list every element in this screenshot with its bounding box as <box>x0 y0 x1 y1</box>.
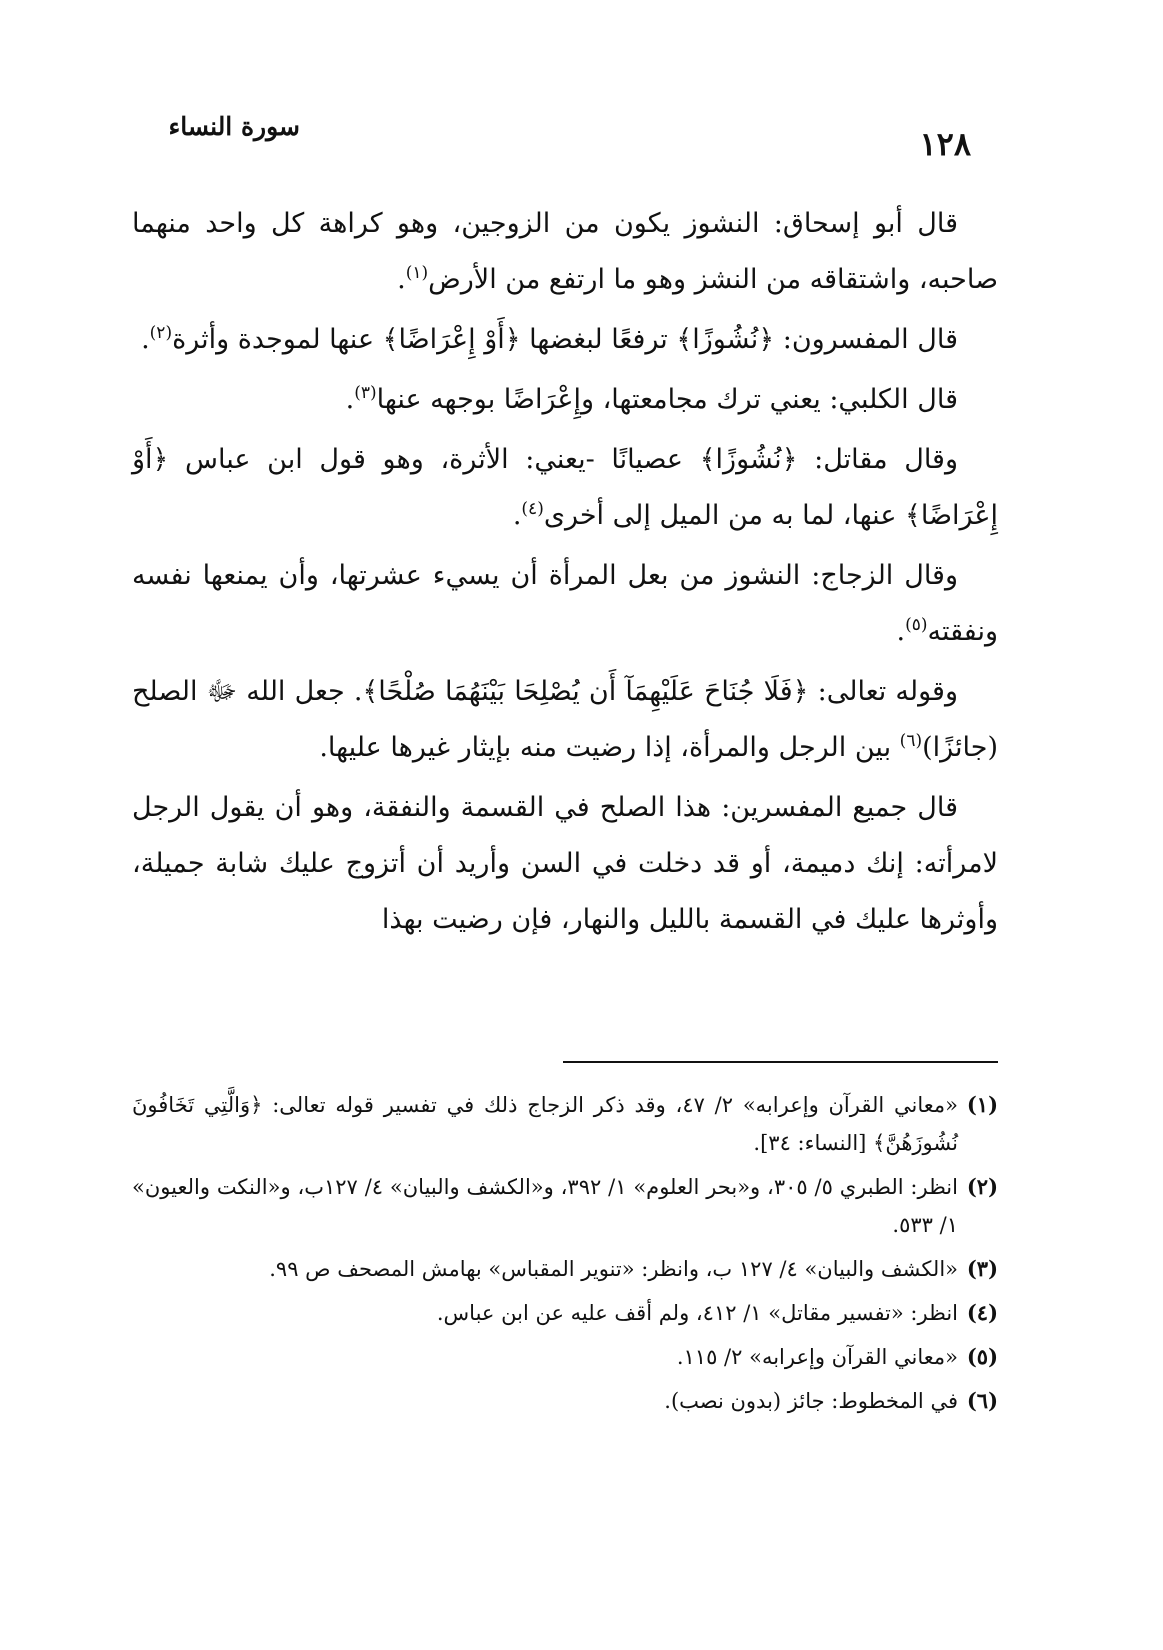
paragraph-text: وقال مقاتل: <box>797 444 958 475</box>
paragraph-text: . جعل الله ﷻ الصلح (جائزًا) <box>132 676 998 763</box>
paragraph-text: عنها لموجدة وأثرة <box>172 324 383 355</box>
footnote <box>132 1338 998 1376</box>
footnote-text: انظر: الطبري ٥/ ٣٠٥، و«بحر العلوم» ١/ ٣٩٢، و«الكشف والبيان» ٤/ ١٢٧ب، و«النكت والعيون» ١/ ٥٣٣. <box>132 1175 958 1237</box>
footnote-text: «معاني القرآن وإعرابه» ٢/ ٤٧، وقد ذكر الزجاج ذلك في تفسير قوله تعالى: ﴿وَالَّتِي تَخَافُونَ نُشُوزَهُنَّ﴾ [النساء: ٣٤]. <box>132 1093 958 1155</box>
page-number: ١٢٨ <box>919 125 971 163</box>
footnote-ref: (١) <box>405 263 429 283</box>
paragraph-text: وقوله تعالى: <box>808 676 958 707</box>
footnote-number: (٦) <box>966 1388 998 1413</box>
quran-quote: ﴿فَلَا جُنَاحَ عَلَيْهِمَآ أَن يُصْلِحَا بَيْنَهُمَا صُلْحًا﴾ <box>362 676 809 707</box>
footnote-number: (٣) <box>966 1256 998 1281</box>
paragraph: وقال مقاتل: ﴿نُشُوزًا﴾ عصيانًا -يعني: الأثرة، وهو قول ابن عباس ﴿أَوْ إِعْرَاضًا﴾ عنها، لما به من الميل إلى أخرى$^{(٤)}$. <box>132 444 998 531</box>
paragraph: وقال الزجاج: النشوز من بعل المرأة أن يسيء عشرتها، وأن يمنعها نفسه ونفقته$^{(٥)}$. <box>132 560 998 647</box>
quran-quote: ﴿نُشُوزًا﴾ <box>676 324 775 355</box>
footnote-text: «الكشف والبيان» ٤/ ١٢٧ ب، وانظر: «تنوير المقباس» بهامش المصحف ص ٩٩. <box>269 1257 958 1281</box>
footnote-text: في المخطوط: جائز (بدون نصب). <box>664 1389 958 1413</box>
footnote-ref: (٥) <box>905 615 928 635</box>
paragraph-text: عصيانًا -يعني: الأثرة، وهو قول ابن عباس <box>168 444 700 475</box>
footnote-number: (٥) <box>966 1344 998 1369</box>
paragraph <box>132 664 998 776</box>
footnote <box>132 1086 998 1162</box>
footnote-divider <box>563 1061 998 1063</box>
quran-quote: ﴿أَوْ إِعْرَاضًا﴾ <box>382 324 521 355</box>
footnotes <box>132 1086 998 1426</box>
paragraph-text: وقال الزجاج: النشوز من بعل المرأة أن يسيء عشرتها، وأن يمنعها نفسه ونفقته <box>132 560 998 647</box>
quran-quote: ﴿نُشُوزًا﴾ <box>699 444 798 475</box>
footnote-number: (١) <box>966 1092 998 1117</box>
paragraph-text: عنها، لما به من الميل إلى أخرى <box>543 500 906 531</box>
footnote-ref: (٢) <box>149 323 173 343</box>
running-head: سورة النساء <box>168 112 300 141</box>
main-text <box>132 196 998 952</box>
footnote-ref: (٣) <box>354 383 377 403</box>
paragraph-text: قال أبو إسحاق: النشوز يكون من الزوجين، وهو كراهة كل واحد منهما صاحبه، واشتقاقه من النشز وهو ما ارتفع من الأرض <box>132 208 998 295</box>
paragraph-text: بين الرجل والمرأة، إذا رضيت منه بإيثار غيرها عليها. <box>319 732 900 763</box>
paragraph-text: قال المفسرون: <box>774 324 958 355</box>
footnote <box>132 1250 998 1288</box>
paragraph: قال المفسرون: ﴿نُشُوزًا﴾ ترفعًا لبغضها ﴿أَوْ إِعْرَاضًا﴾ عنها لموجدة وأثرة$^{(٢)}$. <box>141 323 958 355</box>
paragraph: قال الكلبي: يعني ترك مجامعتها، وإِعْرَاضًا بوجهه عنها$^{(٣)}$. <box>345 383 958 415</box>
footnote-text: انظر: «تفسير مقاتل» ١/ ٤١٢، ولم أقف عليه عن ابن عباس. <box>436 1301 958 1325</box>
footnote-ref: (٤) <box>521 499 544 519</box>
paragraph-text: قال جميع المفسرين: هذا الصلح في القسمة والنفقة، وهو أن يقول الرجل لامرأته: إنك دميمة، أو قد دخلت في السن وأريد أن أتزوج عليك شابة جميلة، وأوثرها عليك في القسمة بالليل والنهار، فإن رضيت بهذا <box>132 792 998 935</box>
paragraph: قال أبو إسحاق: النشوز يكون من الزوجين، وهو كراهة كل واحد منهما صاحبه، واشتقاقه من النشز وهو ما ارتفع من الأرض$^{(١)}$. <box>132 208 998 295</box>
footnote <box>132 1382 998 1420</box>
paragraph-text: قال الكلبي: يعني ترك مجامعتها، وإِعْرَاضًا بوجهه عنها <box>376 384 958 415</box>
footnote-text: «معاني القرآن وإعرابه» ٢/ ١١٥. <box>676 1345 958 1369</box>
quran-quote: ﴿أَوْ إِعْرَاضًا﴾ <box>132 444 998 531</box>
paragraph-text: ترفعًا لبغضها <box>520 324 677 355</box>
footnote-number: (٤) <box>966 1300 998 1325</box>
paragraph <box>132 780 998 948</box>
footnote <box>132 1168 998 1244</box>
footnote-ref: (٦) <box>899 731 923 751</box>
footnote <box>132 1294 998 1332</box>
footnote-number: (٢) <box>966 1174 998 1199</box>
